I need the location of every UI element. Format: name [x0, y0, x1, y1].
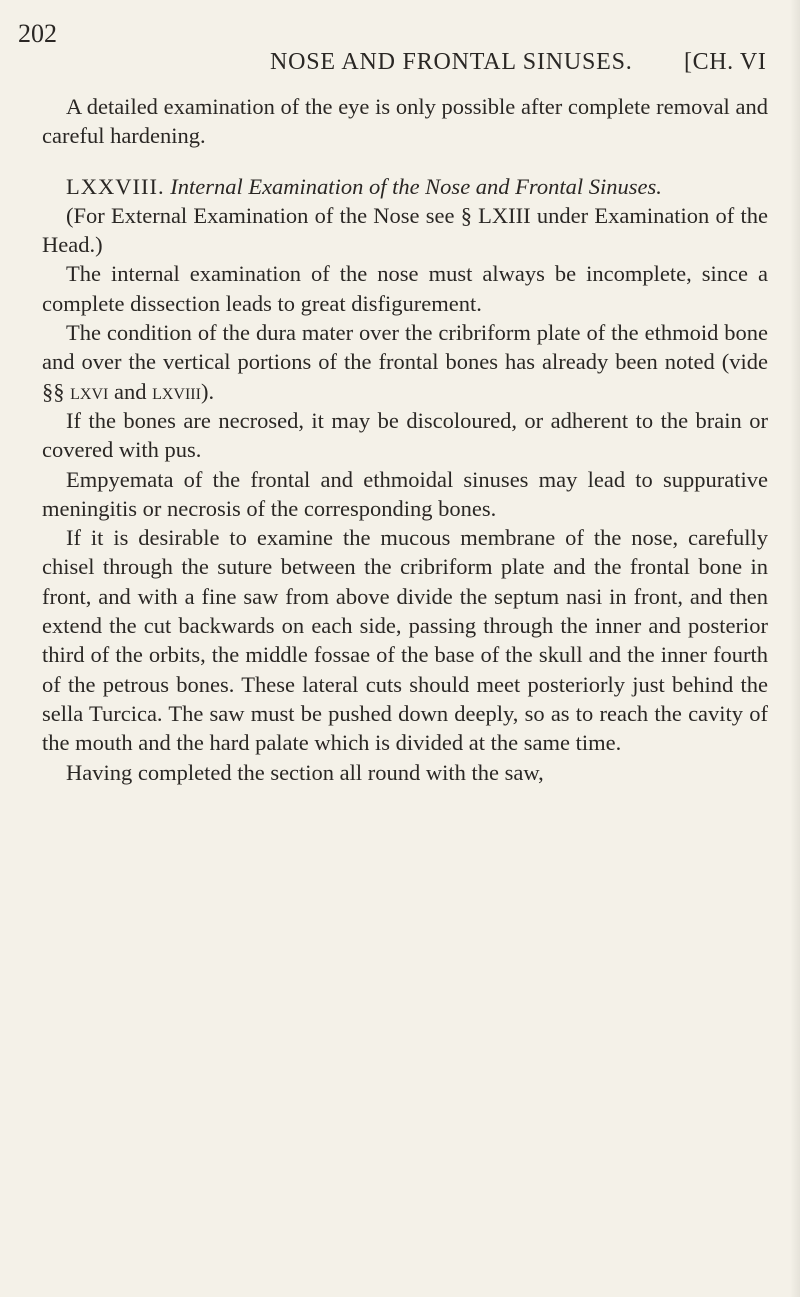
paragraph-empyemata: Empyemata of the frontal and ethmoidal sinuses may lead to suppurative meningitis or necrosis of the corresponding bones. [42, 466, 768, 521]
paragraph-necrosed-bones: If the bones are necrosed, it may be discoloured, or adherent to the brain or covered with pus. [42, 407, 768, 463]
paragraph-dura-mater [42, 318, 768, 406]
external-examination-note: (For External Examination of the Nose see § LXIII under Examination of the Head.) [42, 202, 768, 258]
section-reference: lxviii [152, 378, 201, 404]
dura-mater-text: The condition of the dura mater over the cribriform plate of the ethmoid bone and over the vertical portions of the frontal bones has already been noted (vide §§ [42, 320, 768, 404]
dura-mater-close: ). [200, 378, 215, 404]
chapter-mark: [CH. VI [684, 49, 767, 75]
section-reference: lxvi [70, 378, 109, 404]
page-edge-shadow [790, 0, 800, 1297]
page-number: 202 [18, 19, 57, 48]
running-header [0, 19, 800, 80]
running-title: NOSE AND FRONTAL SINUSES. [270, 49, 633, 75]
section-title: Internal Examination of the Nose and Frontal Sinuses. [170, 173, 662, 199]
paragraph-internal-examination: The internal examination of the nose must always be incomplete, since a complete dissection leads to great disfigurement. [42, 261, 768, 316]
section-heading [42, 172, 768, 201]
section-number: LXXVIII. [66, 173, 165, 199]
intro-paragraph: A detailed examination of the eye is only possible after complete removal and careful hardening. [42, 94, 768, 149]
paragraph-mucous-membrane: If it is desirable to examine the mucous membrane of the nose, carefully chisel through the suture between the cribriform plate and the frontal bone in front, and with a fine saw from above divide the septum nasi in front, and then extend the cut backwards on each side, passing through the inner and posterior third of the orbits, the middle fossae of the base of the skull and the inner fourth of the petrous bones. These lateral cuts should meet posteriorly just behind the sella Turcica. The saw must be pushed down deeply, so as to reach the cavity of the mouth and the hard palate which is divided at the same time. [42, 525, 768, 756]
paragraph-completed-section: Having completed the section all round with the saw, [66, 759, 544, 785]
page-body [42, 92, 768, 787]
dura-mater-conjunction: and [108, 378, 153, 404]
